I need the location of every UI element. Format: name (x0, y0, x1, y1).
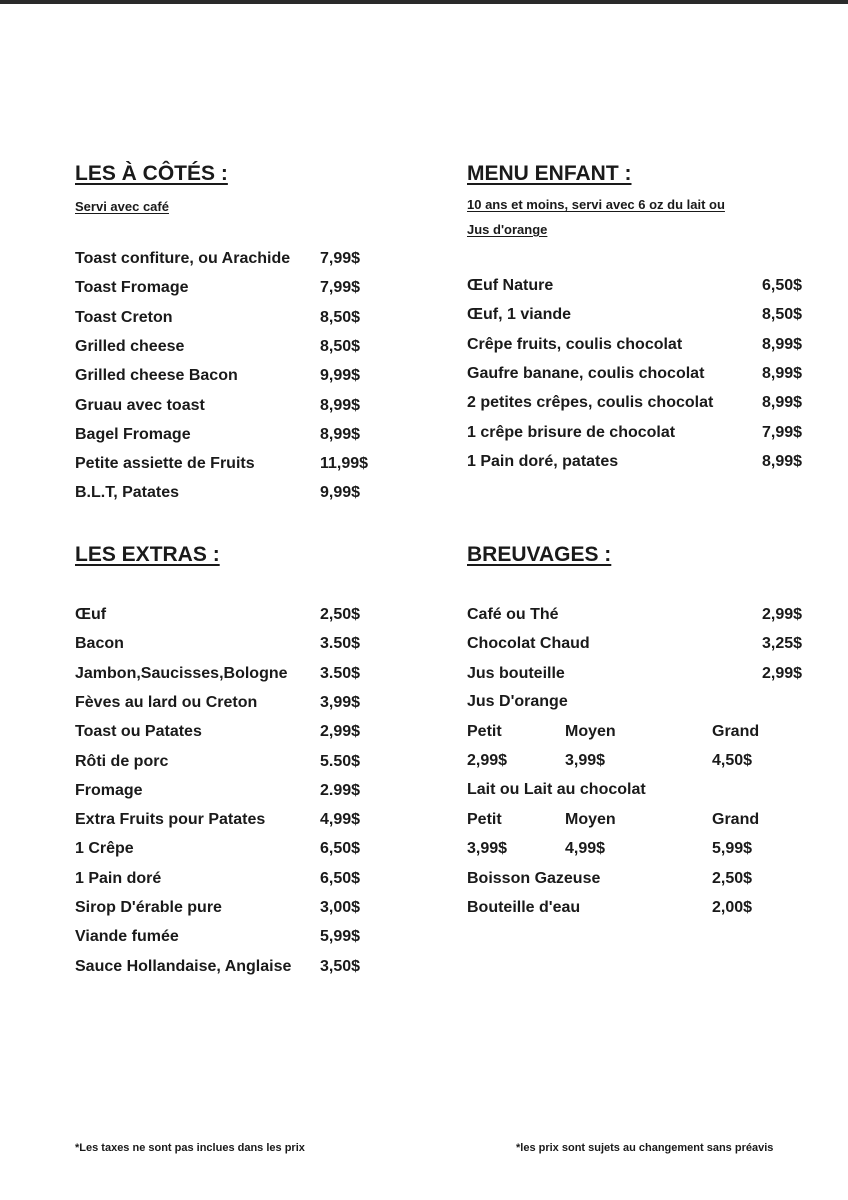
jus-orange-price-grand: 4,50$ (712, 752, 753, 769)
breuvages-item-name: Jus bouteille (467, 664, 565, 682)
enfant-item (467, 365, 822, 394)
cotes-title: LES À CÔTÉS : (75, 162, 228, 185)
extras-item-price: 2,99$ (320, 723, 361, 741)
extras-item-price: 3.50$ (320, 664, 361, 682)
extras-item (75, 958, 380, 987)
jus-orange-size-grand: Grand (712, 723, 760, 740)
enfant-item-name: Crêpe fruits, coulis chocolat (467, 335, 683, 353)
breuvages-item-price: 2,99$ (762, 606, 803, 623)
extras-item (75, 928, 380, 957)
cotes-item (75, 397, 380, 426)
extras-item-name: Viande fumée (75, 928, 179, 946)
extras-item (75, 899, 380, 928)
breuvages-item-name: Chocolat Chaud (467, 635, 590, 653)
cotes-item (75, 309, 380, 338)
lait-size-petit: Petit (467, 811, 502, 828)
enfant-item-price: 8,99$ (762, 364, 803, 382)
enfant-item-name: Gaufre banane, coulis chocolat (467, 364, 705, 382)
lait-price-moyen: 4,99$ (565, 840, 606, 857)
footer-taxes-note: *Les taxes ne sont pas inclues dans les prix (75, 1142, 305, 1154)
enfant-title: MENU ENFANT : (467, 162, 632, 185)
extras-item-price: 2,50$ (320, 606, 361, 623)
breuvages-item (467, 635, 822, 664)
extras-item-name: 1 Pain doré (75, 869, 162, 887)
extras-item-name: Jambon,Saucisses,Bologne (75, 664, 288, 682)
cotes-item-name: Bagel Fromage (75, 425, 191, 443)
cotes-item (75, 279, 380, 308)
jus-orange-price-petit: 2,99$ (467, 752, 508, 769)
breuvages-title: BREUVAGES : (467, 543, 612, 566)
cotes-item (75, 455, 380, 484)
cotes-item-name: Gruau avec toast (75, 396, 205, 414)
lait-price-grand: 5,99$ (712, 840, 753, 857)
lait-price-petit: 3,99$ (467, 840, 508, 857)
cotes-item-price: 9,99$ (320, 367, 361, 385)
extras-item-price: 6,50$ (320, 869, 361, 887)
extras-item-price: 5.50$ (320, 752, 361, 770)
cotes-item-name: Grilled cheese Bacon (75, 367, 238, 385)
enfant-item (467, 306, 822, 335)
enfant-item (467, 424, 822, 453)
extras-item-price: 4,99$ (320, 811, 361, 829)
cotes-item-name: Toast confiture, ou Arachide (75, 250, 291, 267)
extras-item-name: Extra Fruits pour Patates (75, 811, 266, 829)
cotes-item-name: Petite assiette de Fruits (75, 455, 255, 473)
eau-name: Bouteille d'eau (467, 899, 581, 916)
extras-item-price: 3,00$ (320, 899, 361, 916)
enfant-item-price: 8,99$ (762, 452, 803, 470)
extras-item-price: 6,50$ (320, 840, 361, 858)
cotes-item-price: 8,50$ (320, 337, 361, 355)
cotes-item-price: 7,99$ (320, 279, 361, 297)
extras-title: LES EXTRAS : (75, 543, 220, 566)
extras-item (75, 870, 380, 899)
scan-top-edge (0, 0, 848, 4)
cotes-item (75, 338, 380, 367)
lait-size-grand: Grand (712, 811, 760, 828)
cotes-item-name: Grilled cheese (75, 337, 185, 355)
extras-item (75, 635, 380, 664)
extras-item (75, 840, 380, 869)
cotes-item (75, 250, 380, 279)
jus-orange-label: Jus D'orange (467, 693, 568, 710)
extras-item (75, 753, 380, 782)
jus-orange-price-moyen: 3,99$ (565, 752, 606, 769)
extras-item-price: 3.50$ (320, 635, 361, 653)
enfant-item-name: 1 crêpe brisure de chocolat (467, 423, 676, 441)
extras-item-name: Sirop D'érable pure (75, 899, 222, 916)
extras-item-name: Fèves au lard ou Creton (75, 693, 258, 711)
gazeuse-price: 2,50$ (712, 870, 753, 887)
cotes-item (75, 426, 380, 455)
enfant-item-name: 2 petites crêpes, coulis chocolat (467, 394, 714, 412)
extras-item (75, 782, 380, 811)
breuvages-item-price: 2,99$ (762, 664, 803, 682)
breuvages-item (467, 606, 822, 635)
breuvages-item-name: Café ou Thé (467, 606, 559, 623)
extras-item-name: Rôti de porc (75, 752, 169, 770)
cotes-item-name: Toast Creton (75, 308, 173, 326)
enfant-item (467, 394, 822, 423)
enfant-subtitle-line1: 10 ans et moins, servi avec 6 oz du lait ou (467, 197, 725, 212)
enfant-item (467, 277, 822, 306)
breuvages-item (467, 665, 822, 694)
cotes-item-name: B.L.T, Patates (75, 484, 180, 502)
enfant-subtitle-line2: Jus d'orange (467, 222, 548, 237)
enfant-item-name: 1 Pain doré, patates (467, 452, 619, 470)
cotes-item-price: 8,50$ (320, 308, 361, 326)
enfant-item (467, 336, 822, 365)
extras-item (75, 811, 380, 840)
extras-item (75, 694, 380, 723)
cotes-item-price: 8,99$ (320, 396, 361, 414)
extras-item-name: Fromage (75, 781, 143, 799)
jus-orange-size-petit: Petit (467, 723, 502, 740)
cotes-subtitle: Servi avec café (75, 199, 169, 214)
extras-item-name: Toast ou Patates (75, 723, 202, 741)
extras-item-name: Sauce Hollandaise, Anglaise (75, 957, 292, 975)
enfant-item-name: Œuf Nature (467, 277, 554, 294)
enfant-item-price: 8,99$ (762, 394, 803, 412)
breuvages-item-price: 3,25$ (762, 635, 803, 653)
cotes-item-price: 9,99$ (320, 484, 361, 502)
extras-item-price: 3,99$ (320, 693, 361, 711)
extras-item-name: Œuf (75, 606, 107, 623)
cotes-item (75, 484, 380, 513)
cotes-item-price: 7,99$ (320, 250, 361, 267)
extras-item (75, 606, 380, 635)
cotes-item-name: Toast Fromage (75, 279, 189, 297)
extras-item (75, 723, 380, 752)
extras-item-price: 3,50$ (320, 957, 361, 975)
lait-size-moyen: Moyen (565, 811, 616, 828)
enfant-item-price: 8,50$ (762, 306, 803, 324)
extras-item-price: 2.99$ (320, 781, 361, 799)
extras-item-price: 5,99$ (320, 928, 361, 946)
gazeuse-name: Boisson Gazeuse (467, 870, 601, 887)
jus-orange-size-moyen: Moyen (565, 723, 616, 740)
eau-price: 2,00$ (712, 899, 753, 916)
enfant-item-price: 7,99$ (762, 423, 803, 441)
cotes-item (75, 367, 380, 396)
enfant-item-name: Œuf, 1 viande (467, 306, 572, 324)
lait-label: Lait ou Lait au chocolat (467, 781, 646, 798)
footer-prices-note: *les prix sont sujets au changement sans préavis (516, 1142, 774, 1154)
cotes-item-price: 11,99$ (320, 455, 369, 473)
enfant-item-price: 6,50$ (762, 277, 803, 294)
extras-item-name: 1 Crêpe (75, 840, 134, 858)
cotes-item-price: 8,99$ (320, 425, 361, 443)
extras-item (75, 665, 380, 694)
enfant-item (467, 453, 822, 482)
enfant-item-price: 8,99$ (762, 335, 803, 353)
extras-item-name: Bacon (75, 635, 124, 653)
